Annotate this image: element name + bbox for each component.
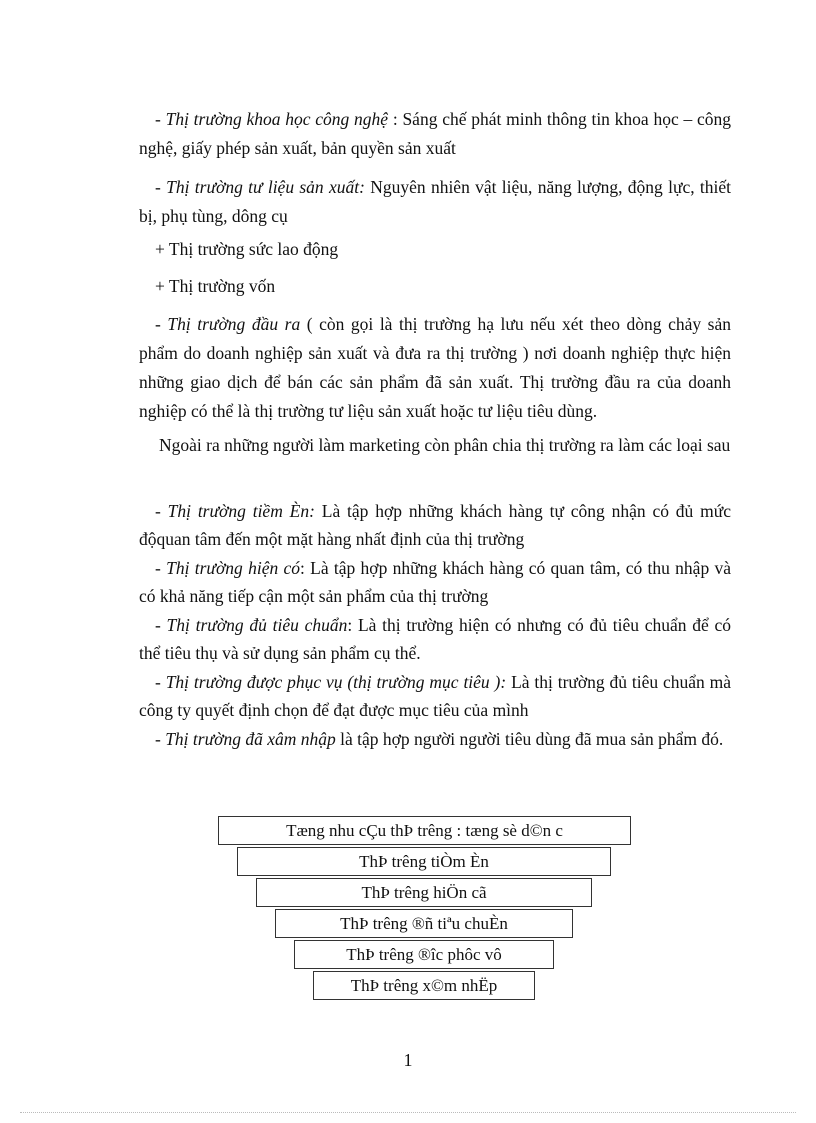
paragraph-output-market: [139, 310, 731, 426]
page-bottom-divider: [20, 1112, 796, 1113]
definition: : Là tập hợp những khách hàng có quan tâm, có thu nhập và có khả năng tiếp cận một sản phẩm của thị trường: [139, 558, 731, 606]
list-item-text: + Thị trường vốn: [155, 276, 276, 296]
term: - Thị trường khoa học công nghệ: [155, 109, 389, 129]
term: - Thị trường đầu ra: [155, 314, 301, 334]
paragraph-science-technology-market: [139, 105, 731, 163]
definition: : Là thị trường hiện có nhưng có đủ tiêu chuẩn để có thể tiêu thụ và sử dụng sản phẩm cụ thể.: [139, 615, 731, 663]
paragraph-qualified-market: [139, 611, 731, 667]
paragraph-existing-market: [139, 554, 731, 610]
definition: Nguyên nhiên vật liệu, năng lượng, động lực, thiết bị, phụ tùng, dông cụ: [139, 177, 731, 226]
definition: Là thị trường đủ tiêu chuẩn mà công ty quyết định chọn để đạt được mục tiêu của mình: [139, 672, 732, 720]
pyramid-level-existing-market: ThÞ trêng hiÖn cã: [256, 878, 592, 907]
paragraph-penetrated-market: [139, 725, 731, 753]
body-text: Ngoài ra những người làm marketing còn phân chia thị trường ra làm các loại sau: [159, 435, 731, 455]
list-item-text: + Thị trường sức lao động: [155, 239, 339, 259]
pyramid-level-total-demand: Tæng nhu cÇu thÞ trêng : tæng sè d©n c: [218, 816, 631, 845]
paragraph-marketing-classification: [139, 431, 731, 460]
definition: : Sáng chế phát minh thông tin khoa học – công nghệ, giấy phép sản xuất, bản quyền sản xuất: [139, 109, 731, 158]
term: - Thị trường đủ tiêu chuẩn: [155, 615, 348, 635]
term: - Thị trường hiện có: [155, 558, 301, 578]
definition: ( còn gọi là thị trường hạ lưu nếu xét theo dòng chảy sản phẩm do doanh nghiệp sản xuất và đưa ra thị trường ) nơi doanh nghiệp thực hiện những giao dịch để bán các sản phẩm đã sản xuất. Thị trường đầu ra của doanh nghiệp có thể là thị trường tư liệu sản xuất hoặc tư liệu tiêu dùng.: [139, 314, 731, 421]
pyramid-level-qualified-market: ThÞ trêng ®ñ tiªu chuÈn: [275, 909, 573, 938]
paragraph-labor-market: [139, 235, 731, 264]
definition: Là tập hợp những khách hàng tự công nhận có đủ mức độquan tâm đến một mặt hàng nhất định của thị trường: [139, 501, 731, 549]
pyramid-level-served-market: ThÞ trêng ®îc phôc vô: [294, 940, 554, 969]
term: - Thị trường được phục vụ (thị trường mục tiêu ):: [155, 672, 507, 692]
term: - Thị trường đã xâm nhập: [155, 729, 336, 749]
paragraph-potential-market: [139, 497, 731, 553]
page-number: 1: [403, 1050, 413, 1070]
paragraph-capital-market: [139, 272, 731, 301]
paragraph-production-materials-market: [139, 173, 731, 231]
paragraph-served-market: [139, 668, 731, 724]
pyramid-level-penetrated-market: ThÞ trêng x©m nhËp: [313, 971, 535, 1000]
term: - Thị trường tiềm Èn:: [155, 501, 315, 521]
pyramid-level-potential-market: ThÞ trêng tiÒm Èn: [237, 847, 611, 876]
term: - Thị trường tư liệu sản xuất:: [155, 177, 365, 197]
definition: là tập hợp người người tiêu dùng đã mua sản phẩm đó.: [335, 729, 724, 749]
